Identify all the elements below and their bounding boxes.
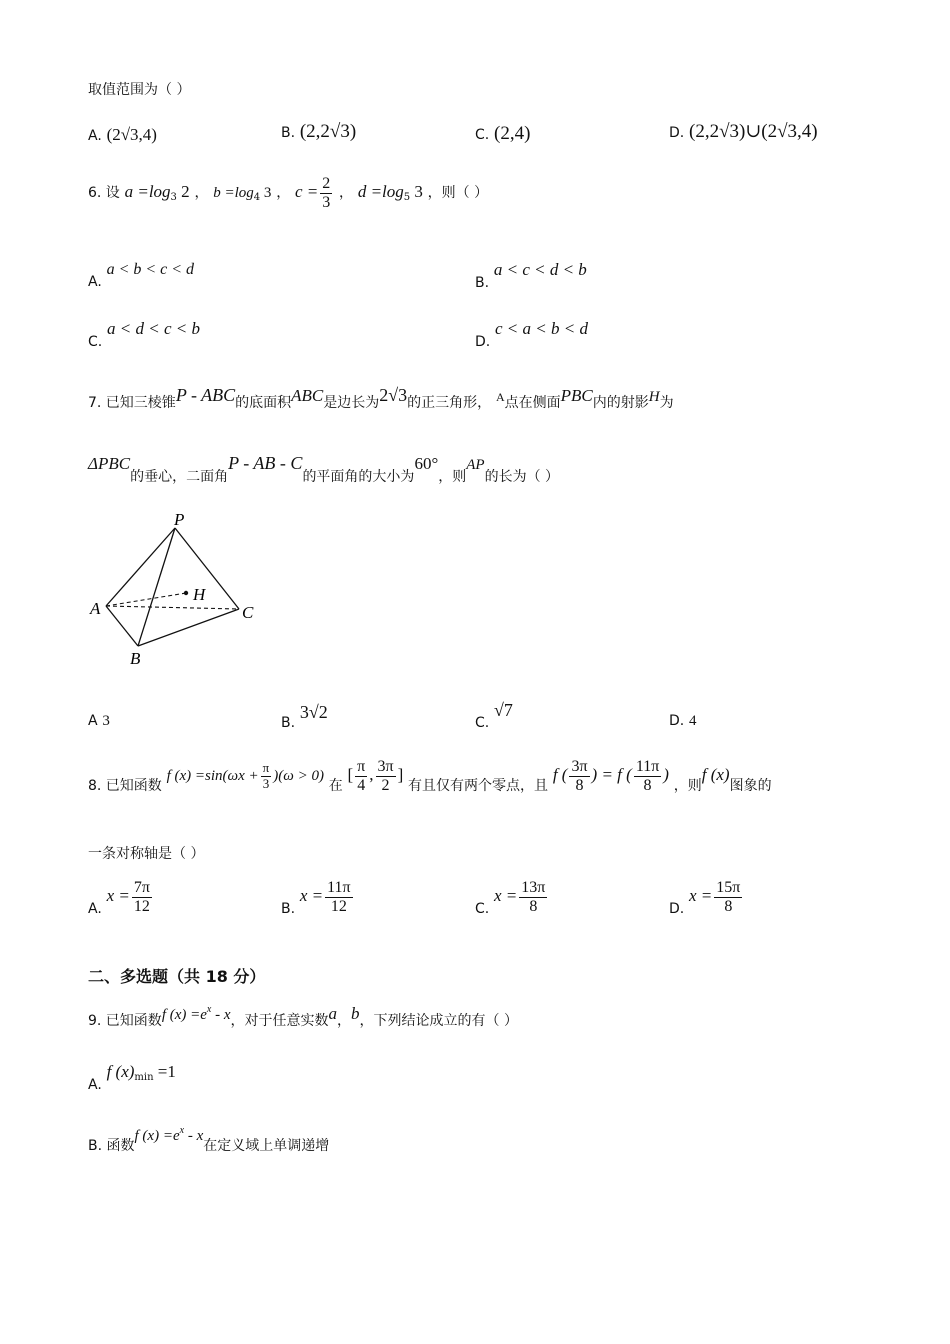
q7-option-b: B. 3√2 [281, 702, 328, 731]
q6-c-fraction: $\frac{2}{3}$ [322, 175, 331, 211]
q7-stem-line1: 7. 已知三棱锥P - ABC的底面积ABC是边长为2√3的正三角形， A点在侧面PBC内的射影H为 [88, 385, 674, 411]
q8-option-d: D. x = $\frac{15\pi}{8}$ [669, 879, 741, 918]
label-h: H [193, 585, 206, 604]
q8-option-b: B. x = $\frac{11\pi}{12}$ [281, 879, 351, 918]
edge-pc [175, 528, 239, 609]
edge-pa [106, 528, 175, 606]
q8-stem-line1: 8. 已知函数 f (x) =sin(ωx + $\frac{\pi}{3}$ )(ω > 0) 在 [ $\frac{\pi}{4}$ , $\frac{3\pi}{2}$ ] 有且仅有两个零点，且 f ( $\frac{3\pi}{8}$ ) = f ( $\frac{11\pi}{8}$ ) ，则f (x)图象的 [88, 758, 772, 795]
q5-option-c: C. (2,4) [475, 123, 531, 144]
q6-option-c: C. a < d < c < b [88, 319, 200, 350]
q5-option-a: A. (2√3,4) [88, 125, 157, 144]
q7-option-d: D. 4 [669, 713, 697, 729]
tetrahedron-figure [86, 505, 266, 670]
edge-ab [106, 606, 138, 646]
q9-option-b: B. 函数f $(x) =e^x - x$在定义域上单调递增 [88, 1125, 330, 1154]
q8-stem-line2: 一条对称轴是（ ） [88, 846, 205, 862]
q7-option-c: C. √7 [475, 700, 513, 731]
edge-pb [138, 528, 175, 646]
point-h [184, 591, 188, 595]
q9-option-a: A. f $(x)_{min} =1$ [88, 1062, 176, 1093]
q7-stem-line2: ΔPBC的垂心，二面角P - AB - C的平面角的大小为60°，则AP的长为（ ） [88, 453, 560, 485]
q5-tail: 取值范围为（ ） [88, 82, 191, 98]
edge-bc [138, 609, 239, 646]
edge-ac-hidden [106, 606, 239, 609]
q9-stem: 9. 已知函数f $(x) =e^x - x$，对于任意实数a，b，下列结论成立的有（ ） [88, 1004, 518, 1029]
q7-option-a: A 3 [88, 713, 110, 729]
q6-option-d: D. c < a < b < d [475, 319, 588, 350]
label-p: P [174, 510, 185, 529]
q5-option-d: D. (2,2√3)∪(2√3,4) [669, 121, 818, 142]
section-heading: 二、多选题（共 18 分） [88, 967, 266, 986]
q5-option-b: B. (2,2√3) [281, 121, 357, 142]
q8-option-c: C. x = $\frac{13\pi}{8}$ [475, 879, 546, 918]
q6-option-b: B. a < c < d < b [475, 260, 587, 291]
segment-ah [106, 593, 186, 606]
label-c: C [242, 603, 254, 622]
label-b: B [130, 649, 141, 668]
q8-option-a: A. x = $\frac{7\pi}{12}$ [88, 879, 150, 918]
label-a: A [90, 599, 101, 618]
q6-stem: 6. 设 $a =\log_3$ 2 ， $b =\log_4$ 3 ， c = $\frac{2}{3}$ ， $d =\log_5$ 3 ，则（ ） [88, 175, 489, 211]
q6-option-a: A. a < b < c < d [88, 261, 195, 290]
